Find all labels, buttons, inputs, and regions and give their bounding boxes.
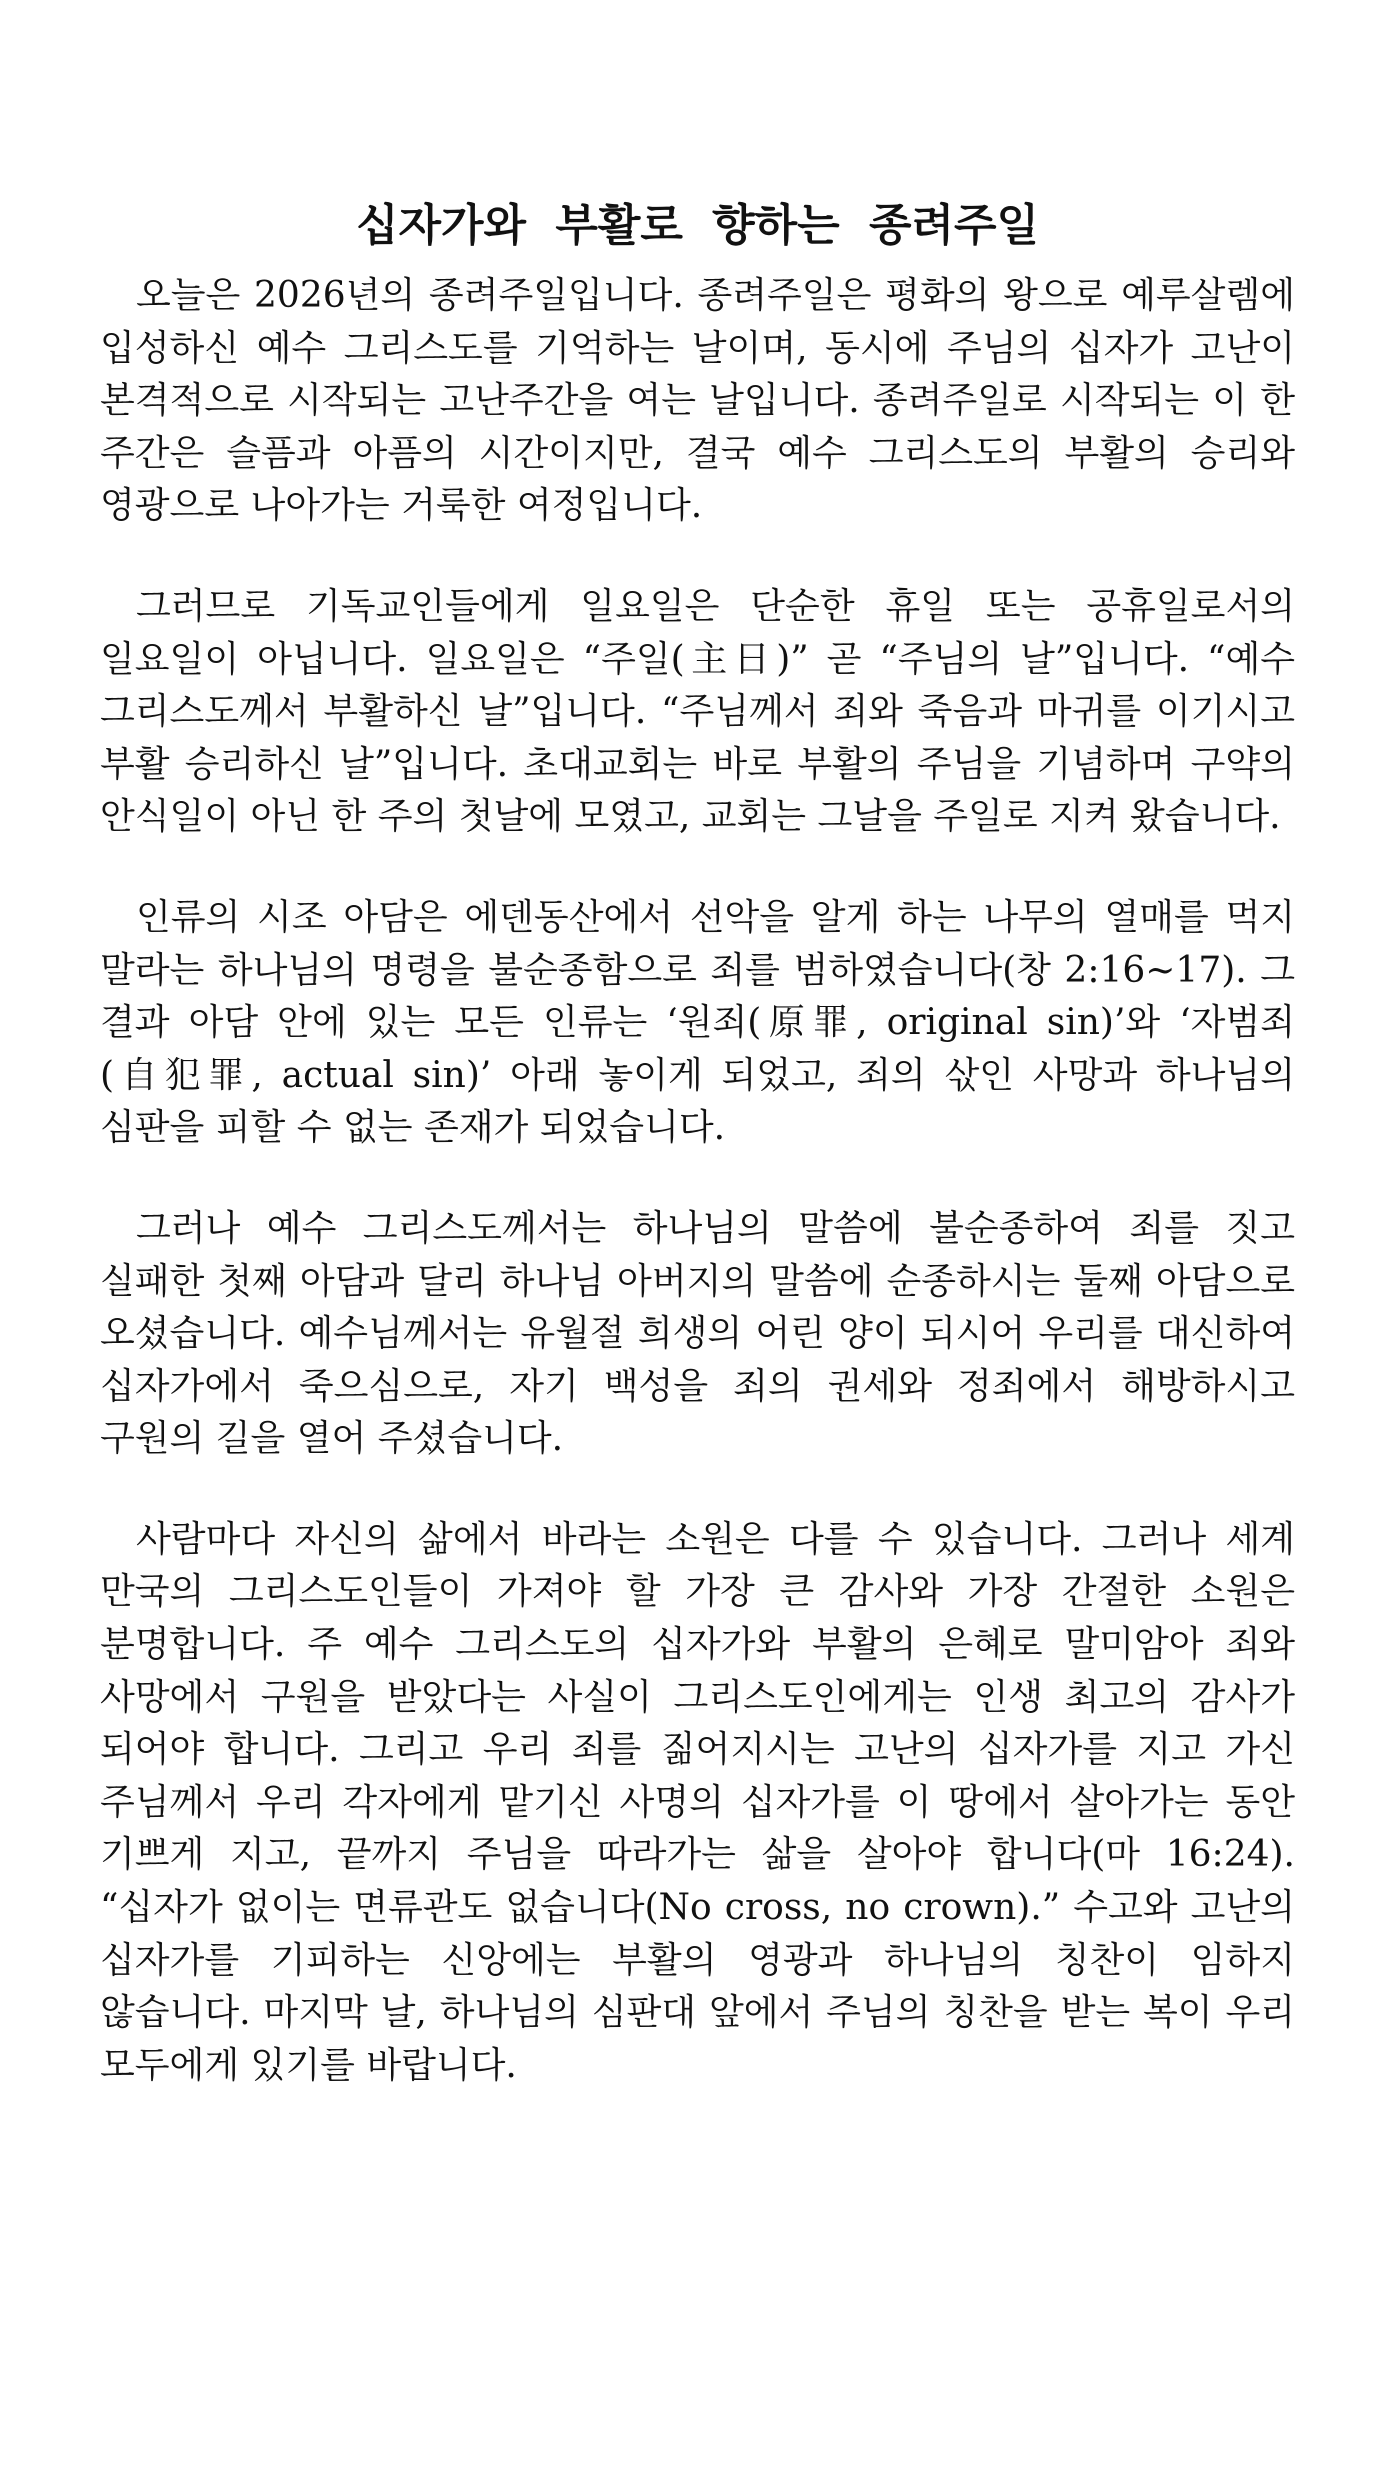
paragraph-4: 그러나 예수 그리스도께서는 하나님의 말씀에 불순종하여 죄를 짓고 실패한 첫째 아담과 달리 하나님 아버지의 말씀에 순종하시는 둘째 아담으로 오셨습니다. 예수님께서는 유월절 희생의 어린 양이 되시어 우리를 대신하여 십자가에서 죽으심으로, 자기 백성을 죄의 권세와 정죄에서 해방하시고 구원의 길을 열어 주셨습니다.	[100, 1207, 1295, 1460]
paragraph-1: 오늘은 2026년의 종려주일입니다. 종려주일은 평화의 왕으로 예루살렘에 입성하신 예수 그리스도를 기억하는 날이며, 동시에 주님의 십자가 고난이 본격적으로 시작되는 고난주간을 여는 날입니다. 종려주일로 시작되는 이 한 주간은 슬픔과 아픔의 시간이지만, 결국 예수 그리스도의 부활의 승리와 영광으로 나아가는 거룩한 여정입니다.	[100, 275, 1295, 527]
document-title: 십자가와 부활로 향하는 종려주일	[355, 200, 1039, 251]
paragraph-2: 그러므로 기독교인들에게 일요일은 단순한 휴일 또는 공휴일로서의 일요일이 아닙니다. 일요일은 “주일(主日)” 곧 “주님의 날”입니다. “예수 그리스도께서 부활하신 날”입니다. “주님께서 죄와 죽음과 마귀를 이기시고 부활 승리하신 날”입니다. 초대교회는 바로 부활의 주님을 기념하며 구약의 안식일이 아닌 한 주의 첫날에 모였고, 교회는 그날을 주일로 지켜 왔습니다.	[100, 585, 1295, 838]
paragraph-3: 인류의 시조 아담은 에덴동산에서 선악을 알게 하는 나무의 열매를 먹지 말라는 하나님의 명령을 불순종함으로 죄를 범하였습니다(창 2:16~17). 그 결과 아담 안에 있는 모든 인류는 ‘원죄(原罪, original sin)’와 ‘자범죄(自犯罪, actual sin)’ 아래 놓이게 되었고, 죄의 삯인 사망과 하나님의 심판을 피할 수 없는 존재가 되었습니다.	[100, 896, 1295, 1149]
paragraph-5: 사람마다 자신의 삶에서 바라는 소원은 다를 수 있습니다. 그러나 세계 만국의 그리스도인들이 가져야 할 가장 큰 감사와 가장 간절한 소원은 분명합니다. 주 예수 그리스도의 십자가와 부활의 은혜로 말미암아 죄와 사망에서 구원을 받았다는 사실이 그리스도인에게는 인생 최고의 감사가 되어야 합니다. 그리고 우리 죄를 짊어지시는 고난의 십자가를 지고 가신 주님께서 우리 각자에게 맡기신 사명의 십자가를 이 땅에서 살아가는 동안 기쁘게 지고, 끝까지 주님을 따라가는 삶을 살아야 합니다(마 16:24). “십자가 없이는 면류관도 없습니다(No cross, no crown).” 수고와 고난의 십자가를 기피하는 신앙에는 부활의 영광과 하나님의 칭찬이 임하지 않습니다. 마지막 날, 하나님의 심판대 앞에서 주님의 칭찬을 받는 복이 우리 모두에게 있기를 바랍니다.	[100, 1518, 1295, 2086]
document-body	[100, 270, 1295, 2092]
